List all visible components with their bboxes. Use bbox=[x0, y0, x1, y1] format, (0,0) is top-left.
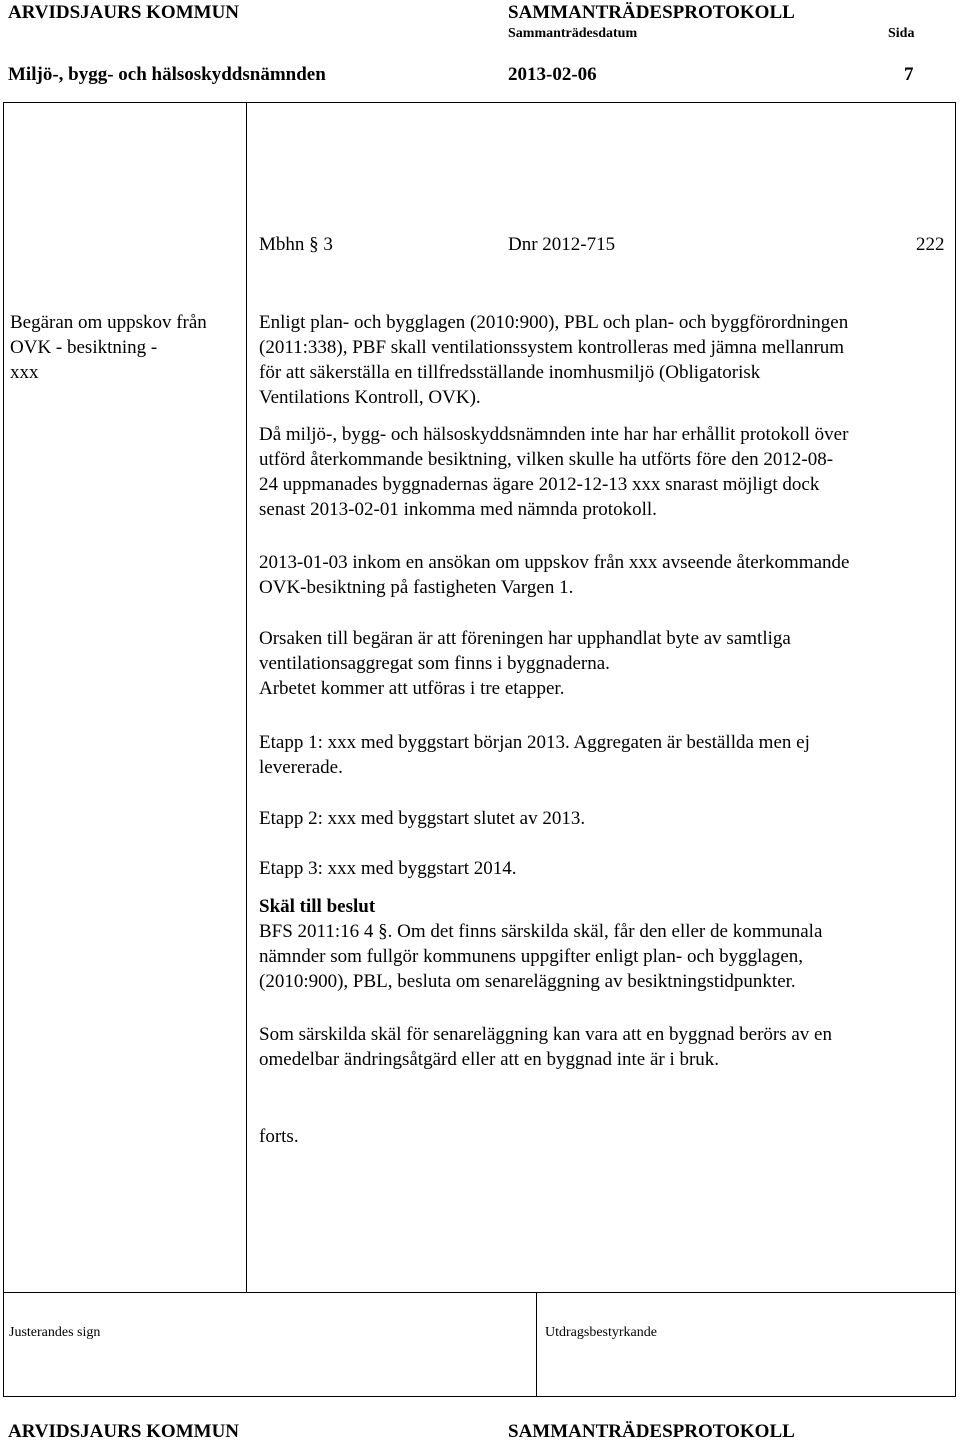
case-dnr: Dnr 2012-715 bbox=[508, 234, 616, 255]
header-committee: Miljö-, bygg- och hälsoskyddsnämnden bbox=[8, 64, 326, 85]
case-paragraph: Mbhn § 3 bbox=[259, 234, 333, 255]
paragraph-stage-2: Etapp 2: xxx med byggstart slutet av 2013. bbox=[259, 808, 586, 829]
footer-doc-type: SAMMANTRÄDESPROTOKOLL bbox=[508, 1421, 795, 1442]
paragraph-special-reasons: Som särskilda skäl för senareläggning kan vara att en byggnad berörs av en omedelbar ändringsåtgärd eller att en byggnad inte är i bruk. bbox=[259, 1024, 832, 1070]
header-date: 2013-02-06 bbox=[508, 64, 597, 85]
side-title-line-1: Begäran om uppskov från bbox=[10, 312, 207, 333]
signature-box bbox=[3, 1293, 956, 1397]
header-page-number: 7 bbox=[904, 64, 914, 85]
signature-divider bbox=[536, 1293, 537, 1397]
footer-sign-label: Justerandes sign bbox=[9, 1325, 101, 1340]
paragraph-stage-3: Etapp 3: xxx med byggstart 2014. bbox=[259, 858, 517, 879]
paragraph-reminder: Då miljö-, bygg- och hälsoskyddsnämnden inte har har erhållit protokoll över utförd återkommande besiktning, vilken skulle ha utförts före den 2012-08- 24 uppmanades byggnadernas ägare 2012-12-13 xxx snarast möjligt dock senast 2013-02-01 inkomma med nämnda protokoll. bbox=[259, 424, 849, 520]
paragraph-reason: Orsaken till begäran är att föreningen har upphandlat byte av samtliga ventilationsaggregat som finns i byggnaderna. Arbetet kommer att utföras i tre etapper. bbox=[259, 628, 791, 699]
paragraph-regulation: BFS 2011:16 4 §. Om det finns särskilda skäl, får den eller de kommunala nämnder som fullgör kommunens uppgifter enligt plan- och bygglagen, (2010:900), PBL, besluta om senareläggning av besiktningstidpunkter. bbox=[259, 921, 823, 992]
case-code: 222 bbox=[916, 234, 945, 255]
paragraph-stage-1: Etapp 1: xxx med byggstart början 2013. Aggregaten är beställda men ej levererade. bbox=[259, 732, 810, 778]
footer-extract-label: Utdragsbestyrkande bbox=[545, 1325, 657, 1340]
paragraph-application: 2013-01-03 inkom en ansökan om uppskov från xxx avseende återkommande OVK-besiktning på fastigheten Vargen 1. bbox=[259, 552, 850, 598]
continued-label: forts. bbox=[259, 1126, 299, 1147]
header-date-label: Sammanträdesdatum bbox=[508, 26, 638, 41]
section-heading: Skäl till beslut bbox=[259, 896, 376, 917]
header-org: ARVIDSJAURS KOMMUN bbox=[8, 2, 240, 23]
side-title-line-2: OVK - besiktning - bbox=[10, 337, 158, 358]
footer-org: ARVIDSJAURS KOMMUN bbox=[8, 1421, 240, 1442]
column-divider bbox=[246, 102, 247, 1293]
side-title-line-3: xxx bbox=[10, 362, 39, 383]
header-doc-type: SAMMANTRÄDESPROTOKOLL bbox=[508, 2, 795, 23]
header-page-label: Sida bbox=[888, 26, 915, 41]
paragraph-pbl: Enligt plan- och bygglagen (2010:900), PBL och plan- och byggförordningen (2011:338), PBF skall ventilationssystem kontrolleras med jämna mellanrum för att säkerställa en tillfredsställande inomhusmiljö (Obligatorisk Ventilations Kontroll, OVK). bbox=[259, 312, 849, 408]
